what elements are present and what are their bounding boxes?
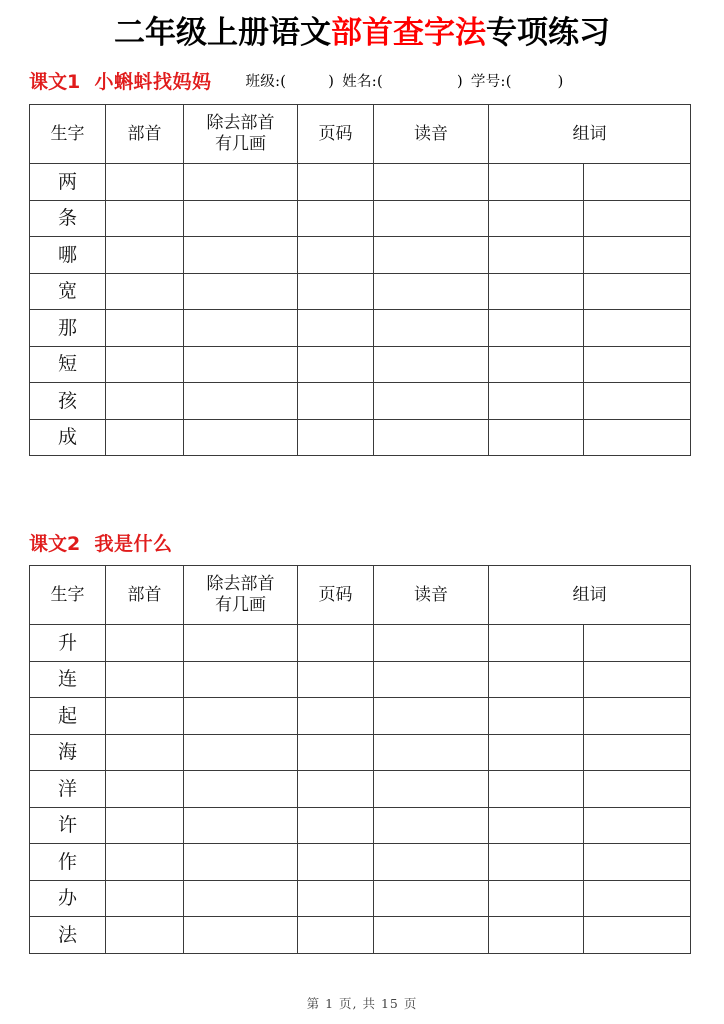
table-header-row — [30, 566, 691, 625]
worksheet-table-1 — [29, 104, 691, 456]
table-header-row — [30, 105, 691, 164]
cell-bushou[interactable] — [106, 200, 184, 237]
cell-zuci-b[interactable] — [584, 661, 691, 698]
cell-yema[interactable] — [298, 880, 374, 917]
cell-zuci-b[interactable] — [584, 625, 691, 662]
table-row — [30, 661, 691, 698]
cell-duyin[interactable] — [374, 164, 489, 201]
cell-zuci-b[interactable] — [584, 771, 691, 808]
cell-zuci-b[interactable] — [584, 807, 691, 844]
cell-duyin[interactable] — [374, 346, 489, 383]
cell-yema[interactable] — [298, 917, 374, 954]
cell-bushou[interactable] — [106, 164, 184, 201]
cell-shengzi[interactable]: 宽 — [30, 273, 106, 310]
cell-shengzi[interactable]: 短 — [30, 346, 106, 383]
cell-bushou[interactable] — [106, 419, 184, 456]
cell-zuci-b[interactable] — [584, 917, 691, 954]
cell-bushou[interactable] — [106, 237, 184, 274]
cell-yema[interactable] — [298, 200, 374, 237]
table-row — [30, 807, 691, 844]
cell-shengzi[interactable]: 哪 — [30, 237, 106, 274]
table-row — [30, 880, 691, 917]
cell-zuci-a[interactable] — [489, 273, 584, 310]
header-chuqu-bushou-jihua — [184, 105, 298, 164]
cell-zuci-a[interactable] — [489, 917, 584, 954]
header-bushou: 部首 — [106, 566, 184, 625]
cell-bushou[interactable] — [106, 734, 184, 771]
cell-duyin[interactable] — [374, 807, 489, 844]
cell-duyin[interactable] — [374, 734, 489, 771]
table-row — [30, 310, 691, 347]
header-zuci: 组词 — [489, 566, 691, 625]
cell-zuci-b[interactable] — [584, 237, 691, 274]
cell-zuci-b[interactable] — [584, 273, 691, 310]
cell-zuci-b[interactable] — [584, 880, 691, 917]
cell-shengzi[interactable]: 条 — [30, 200, 106, 237]
cell-shengzi[interactable]: 办 — [30, 880, 106, 917]
table-row — [30, 734, 691, 771]
cell-yema[interactable] — [298, 625, 374, 662]
cell-shengzi[interactable]: 起 — [30, 698, 106, 735]
cell-shengzi[interactable]: 作 — [30, 844, 106, 881]
table-row — [30, 917, 691, 954]
cell-yema[interactable] — [298, 734, 374, 771]
cell-chuqu-bushou-jihua[interactable] — [184, 625, 298, 662]
page-title — [0, 13, 724, 53]
name-field-label: 姓名:( — [342, 74, 383, 90]
cell-zuci-b[interactable] — [584, 346, 691, 383]
table-row — [30, 273, 691, 310]
cell-bushou[interactable] — [106, 273, 184, 310]
cell-yema[interactable] — [298, 346, 374, 383]
table-row — [30, 419, 691, 456]
cell-bushou[interactable] — [106, 698, 184, 735]
table-row — [30, 346, 691, 383]
header-chuqu-bushou-jihua — [184, 566, 298, 625]
cell-shengzi[interactable]: 两 — [30, 164, 106, 201]
header-zuci: 组词 — [489, 105, 691, 164]
cell-zuci-a[interactable] — [489, 200, 584, 237]
lesson-title-1: 小蝌蚪找妈妈 — [94, 71, 212, 93]
page-footer: 第 1 页, 共 15 页 — [306, 996, 418, 1011]
cell-zuci-a[interactable] — [489, 661, 584, 698]
cell-chuqu-bushou-jihua[interactable] — [184, 164, 298, 201]
cell-zuci-a[interactable] — [489, 771, 584, 808]
cell-shengzi[interactable]: 成 — [30, 419, 106, 456]
cell-yema[interactable] — [298, 698, 374, 735]
cell-duyin[interactable] — [374, 200, 489, 237]
cell-zuci-a[interactable] — [489, 164, 584, 201]
cell-yema[interactable] — [298, 771, 374, 808]
cell-shengzi[interactable]: 连 — [30, 661, 106, 698]
cell-yema[interactable] — [298, 661, 374, 698]
cell-yema[interactable] — [298, 164, 374, 201]
cell-zuci-b[interactable] — [584, 844, 691, 881]
cell-bushou[interactable] — [106, 917, 184, 954]
cell-duyin[interactable] — [374, 917, 489, 954]
title-prefix: 二年级上册语文 — [114, 15, 331, 51]
lesson-label-2 — [29, 533, 172, 555]
table-body-2 — [30, 625, 691, 954]
cell-zuci-a[interactable] — [489, 625, 584, 662]
header-yema: 页码 — [298, 105, 374, 164]
cell-yema[interactable] — [298, 807, 374, 844]
cell-bushou[interactable] — [106, 625, 184, 662]
cell-zuci-b[interactable] — [584, 734, 691, 771]
cell-bushou[interactable] — [106, 346, 184, 383]
cell-zuci-b[interactable] — [584, 164, 691, 201]
header-duyin: 读音 — [374, 105, 489, 164]
cell-chuqu-bushou-jihua[interactable] — [184, 917, 298, 954]
cell-zuci-b[interactable] — [584, 419, 691, 456]
cell-duyin[interactable] — [374, 771, 489, 808]
cell-chuqu-bushou-jihua[interactable] — [184, 807, 298, 844]
cell-chuqu-bushou-jihua[interactable] — [184, 200, 298, 237]
cell-zuci-a[interactable] — [489, 383, 584, 420]
id-field-label: 学号:( — [470, 74, 512, 90]
cell-bushou[interactable] — [106, 310, 184, 347]
header-line-1: 除去部首 — [206, 574, 275, 594]
cell-zuci-a[interactable] — [489, 844, 584, 881]
header-line-1: 除去部首 — [206, 113, 275, 133]
class-field-label: 班级:( — [245, 74, 287, 90]
lesson-label-1 — [29, 71, 211, 93]
lesson-title-2: 我是什么 — [94, 533, 173, 555]
cell-yema[interactable] — [298, 419, 374, 456]
cell-duyin[interactable] — [374, 625, 489, 662]
table-row — [30, 625, 691, 662]
cell-shengzi[interactable]: 那 — [30, 310, 106, 347]
cell-yema[interactable] — [298, 844, 374, 881]
lesson-number-2: 课文2 — [29, 533, 81, 555]
cell-bushou[interactable] — [106, 383, 184, 420]
table-row — [30, 200, 691, 237]
name-field-close: ) — [456, 74, 463, 90]
cell-chuqu-bushou-jihua[interactable] — [184, 237, 298, 274]
cell-zuci-a[interactable] — [489, 419, 584, 456]
cell-duyin[interactable] — [374, 661, 489, 698]
cell-duyin[interactable] — [374, 419, 489, 456]
cell-zuci-b[interactable] — [584, 383, 691, 420]
cell-shengzi[interactable]: 升 — [30, 625, 106, 662]
cell-zuci-b[interactable] — [584, 698, 691, 735]
table-body-1 — [30, 164, 691, 456]
cell-zuci-a[interactable] — [489, 807, 584, 844]
table-row — [30, 383, 691, 420]
cell-bushou[interactable] — [106, 661, 184, 698]
cell-chuqu-bushou-jihua[interactable] — [184, 310, 298, 347]
cell-yema[interactable] — [298, 237, 374, 274]
table-row — [30, 698, 691, 735]
worksheet-table-2 — [29, 565, 691, 954]
cell-chuqu-bushou-jihua[interactable] — [184, 698, 298, 735]
cell-chuqu-bushou-jihua[interactable] — [184, 346, 298, 383]
cell-bushou[interactable] — [106, 880, 184, 917]
header-shengzi: 生字 — [30, 105, 106, 164]
cell-duyin[interactable] — [374, 698, 489, 735]
cell-yema[interactable] — [298, 310, 374, 347]
cell-chuqu-bushou-jihua[interactable] — [184, 383, 298, 420]
class-field-close: ) — [328, 74, 335, 90]
cell-duyin[interactable] — [374, 880, 489, 917]
header-line-2: 有几画 — [215, 134, 266, 154]
cell-bushou[interactable] — [106, 771, 184, 808]
cell-shengzi[interactable]: 海 — [30, 734, 106, 771]
header-shengzi: 生字 — [30, 566, 106, 625]
table-row — [30, 771, 691, 808]
student-info-line — [245, 74, 563, 90]
id-field-close: ) — [557, 74, 564, 90]
cell-chuqu-bushou-jihua[interactable] — [184, 734, 298, 771]
cell-duyin[interactable] — [374, 844, 489, 881]
cell-chuqu-bushou-jihua[interactable] — [184, 661, 298, 698]
cell-yema[interactable] — [298, 273, 374, 310]
cell-chuqu-bushou-jihua[interactable] — [184, 844, 298, 881]
cell-zuci-b[interactable] — [584, 200, 691, 237]
title-highlight: 部首查字法 — [331, 15, 486, 51]
cell-zuci-a[interactable] — [489, 880, 584, 917]
cell-shengzi[interactable]: 许 — [30, 807, 106, 844]
cell-zuci-a[interactable] — [489, 310, 584, 347]
cell-chuqu-bushou-jihua[interactable] — [184, 273, 298, 310]
cell-chuqu-bushou-jihua[interactable] — [184, 419, 298, 456]
cell-zuci-a[interactable] — [489, 698, 584, 735]
cell-bushou[interactable] — [106, 844, 184, 881]
cell-yema[interactable] — [298, 383, 374, 420]
cell-duyin[interactable] — [374, 383, 489, 420]
section-heading-1 — [29, 69, 695, 95]
header-line-2: 有几画 — [215, 595, 266, 615]
lesson-number-1: 课文1 — [29, 71, 81, 93]
header-duyin: 读音 — [374, 566, 489, 625]
table-row — [30, 844, 691, 881]
cell-zuci-b[interactable] — [584, 310, 691, 347]
cell-shengzi[interactable]: 洋 — [30, 771, 106, 808]
cell-shengzi[interactable]: 法 — [30, 917, 106, 954]
cell-zuci-a[interactable] — [489, 237, 584, 274]
cell-chuqu-bushou-jihua[interactable] — [184, 771, 298, 808]
header-yema: 页码 — [298, 566, 374, 625]
cell-duyin[interactable] — [374, 237, 489, 274]
table-row — [30, 237, 691, 274]
cell-chuqu-bushou-jihua[interactable] — [184, 880, 298, 917]
cell-zuci-a[interactable] — [489, 734, 584, 771]
cell-bushou[interactable] — [106, 807, 184, 844]
cell-zuci-a[interactable] — [489, 346, 584, 383]
title-suffix: 专项练习 — [486, 15, 610, 51]
cell-duyin[interactable] — [374, 273, 489, 310]
cell-shengzi[interactable]: 孩 — [30, 383, 106, 420]
cell-duyin[interactable] — [374, 310, 489, 347]
table-row — [30, 164, 691, 201]
header-bushou: 部首 — [106, 105, 184, 164]
section-heading-2 — [29, 531, 695, 557]
